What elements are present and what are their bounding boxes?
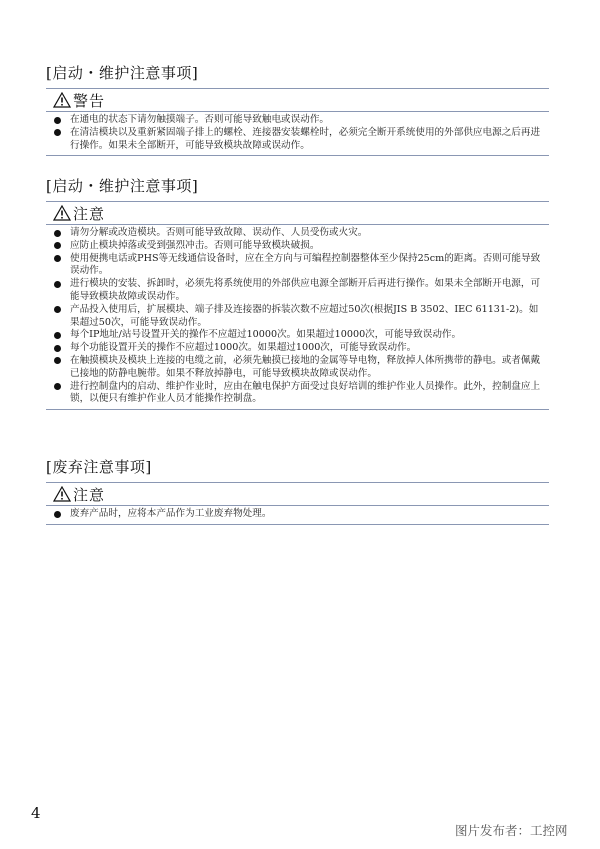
bullet-dot-icon: [54, 255, 61, 262]
list-item-text: 在通电的状态下请勿触摸端子。否则可能导致触电或误动作。: [70, 114, 330, 125]
list-item: [46, 329, 549, 342]
publisher-watermark: 图片发布者：工控网: [455, 823, 568, 838]
bullet-dot-icon: [54, 117, 61, 124]
warning-triangle-icon: [53, 205, 71, 221]
list-item-text: 废弃产品时，应将本产品作为工业废弃物处理。: [70, 508, 272, 519]
caution-label: 注意: [73, 205, 106, 223]
section-title-disposal-caution: [废弃注意事项]: [46, 458, 152, 476]
list-item-text: 使用便携电话或PHS等无线通信设备时，应在全方向与可编程控制器整体至少保持25cm的距离。否则可能导致误动作。: [70, 252, 541, 277]
caution-box-body: [46, 225, 549, 410]
list-item: [46, 355, 549, 381]
list-item-text: 产品投入使用后，扩展模块、端子排及连接器的拆装次数不应超过50次(根据JIS B 3502、IEC 61131-2)。如果超过50次，可能导致误动作。: [70, 303, 539, 328]
section-title-startup-maintenance-warning: [启动・维护注意事项]: [46, 64, 199, 82]
bullet-dot-icon: [54, 345, 61, 352]
bullet-dot-icon: [54, 383, 61, 390]
bullet-dot-icon: [54, 357, 61, 364]
page-number: 4: [31, 804, 41, 822]
warning-triangle-icon: [53, 92, 71, 108]
list-item: [46, 381, 549, 407]
disposal-caution-box-header: [46, 482, 549, 506]
bullet-dot-icon: [54, 230, 61, 237]
bullet-dot-icon: [54, 242, 61, 249]
disposal-caution-box-body: [46, 506, 549, 525]
warning-label: 警告: [73, 92, 106, 110]
list-item-text: 进行模块的安装、拆卸时，必须先将系统使用的外部供应电源全部断开后再进行操作。如果未全部断开电源，可能导致模块故障或误动作。: [70, 278, 541, 302]
list-item: [46, 227, 549, 240]
bullet-dot-icon: [54, 281, 61, 288]
list-item-text: 请勿分解或改造模块。否则可能导致故障、误动作、人员受伤或火灾。: [70, 227, 368, 238]
list-item: [46, 508, 549, 521]
list-item-text: 每个IP地址/站号设置开关的操作不应超过10000次。如果超过10000次，可能导致误动作。: [70, 329, 462, 341]
caution-box-header: [46, 201, 549, 225]
list-item: [46, 127, 549, 153]
bullet-dot-icon: [54, 129, 61, 136]
bullet-dot-icon: [54, 332, 61, 339]
list-item: [46, 253, 549, 279]
bullet-dot-icon: [54, 306, 61, 313]
warning-box-body: [46, 112, 549, 156]
section-title-startup-maintenance-caution: [启动・维护注意事项]: [46, 177, 199, 195]
warning-triangle-icon: [53, 486, 71, 502]
list-item: [46, 240, 549, 253]
disposal-caution-label: 注意: [73, 486, 106, 504]
list-item-text: 在清洁模块以及重新紧固端子排上的螺栓、连接器安装螺栓时，必须完全断开系统使用的外部供应电源之后再进行操作。如果未全部断开，可能导致模块故障或误动作。: [70, 126, 541, 151]
list-item-text: 进行控制盘内的启动、维护作业时，应由在触电保护方面受过良好培训的维护作业人员操作。此外，控制盘应上锁，以便只有维护作业人员才能操作控制盘。: [70, 380, 541, 405]
list-item: [46, 342, 549, 355]
warning-box-header: [46, 88, 549, 112]
list-item: [46, 114, 549, 127]
list-item-text: 每个功能设置开关的操作不应超过1000次。如果超过1000次，可能导致误动作。: [70, 342, 417, 354]
list-item: [46, 278, 549, 304]
list-item: [46, 304, 549, 330]
bullet-dot-icon: [54, 511, 61, 518]
list-item-text: 在触摸模块及模块上连接的电缆之前，必须先触摸已接地的金属等导电物，释放掉人体所携带的静电。或者佩戴已接地的防静电腕带。如果不释放掉静电，可能导致模块故障或误动作。: [70, 354, 541, 379]
list-item-text: 应防止模块掉落或受到强烈冲击。否则可能导致模块破损。: [70, 239, 320, 251]
